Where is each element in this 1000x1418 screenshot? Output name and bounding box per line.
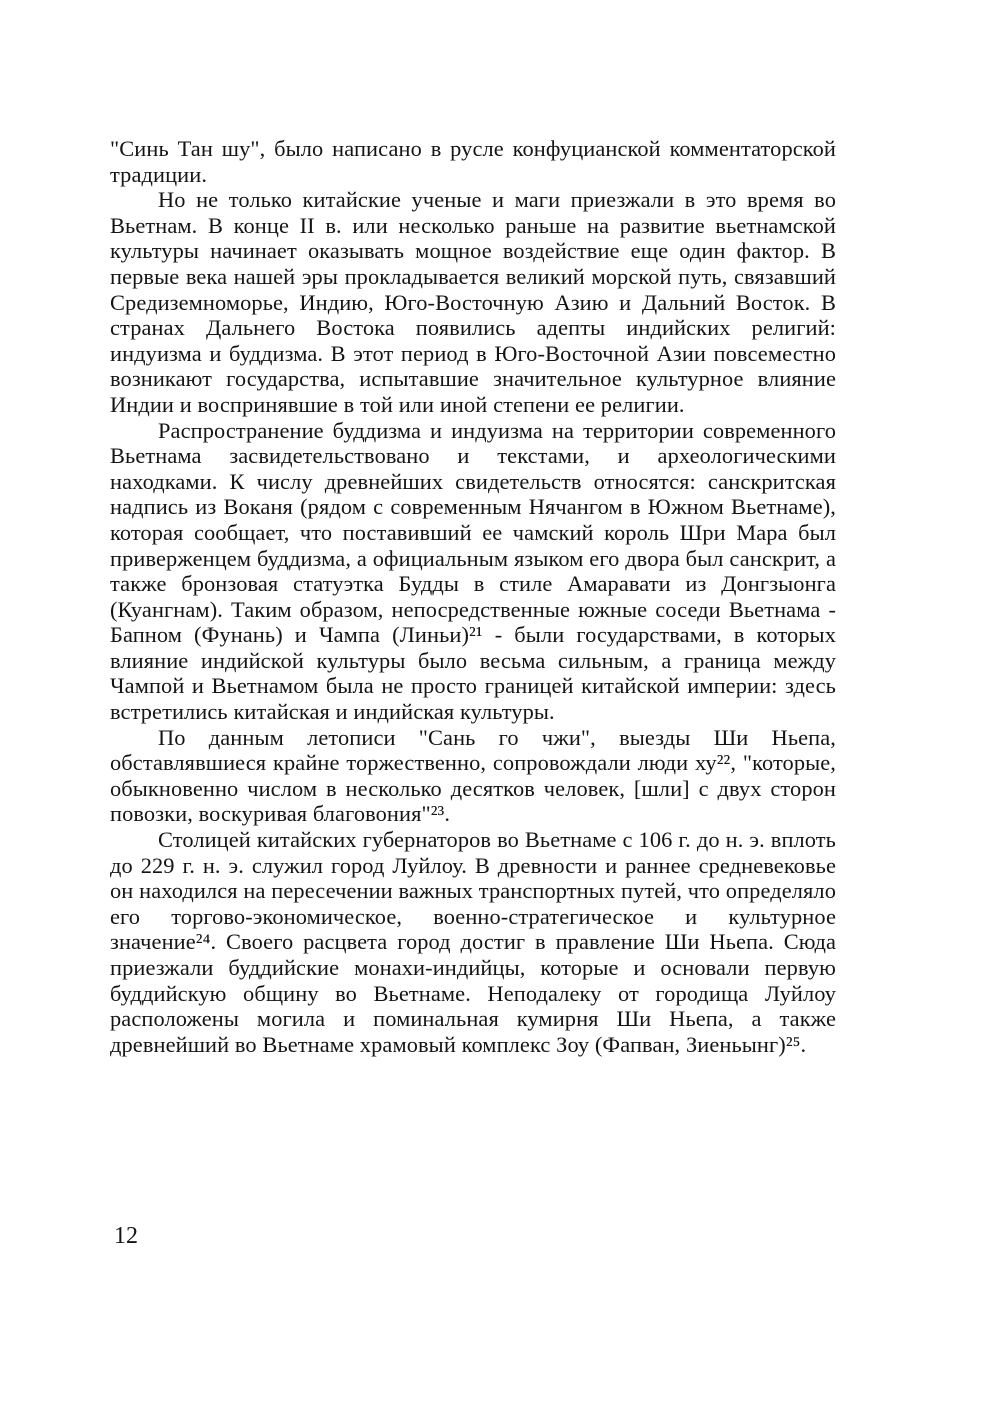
paragraph-indian-influence: Но не только китайские ученые и маги приезжали в это время во Вьетнам. В конце II в. или несколько раньше на развитие вьетнамской культуры начинает оказывать мощное воздействие еще один фактор. В первые века нашей эры прокладывается великий морской путь, связавший Средиземноморье, Индию, Юго-Восточную Азию и Дальний Восток. В странах Дальнего Востока появились адепты индийских религий: индуизма и буддизма. В этот период в Юго-Восточной Азии повсеместно возникают государства, испытавшие значительное культурное влияние Индии и воспринявшие в той или иной степени ее религии. [110, 187, 836, 417]
page-number: 12 [114, 1223, 138, 1249]
paragraph-continuation: "Синь Тан шу", было написано в русле конфуцианской комментаторской традиции. [110, 136, 836, 187]
paragraph-buddhism-spread: Распространение буддизма и индуизма на территории современного Вьетнама засвидетельствовано и текстами, и археологическими находками. К числу древнейших свидетельств относятся: санскритская надпись из Воканя (рядом с современным Нячангом в Южном Вьетнаме), которая сообщает, что поставивший ее чамский король Шри Мара был приверженцем буддизма, а официальным языком его двора был санскрит, а также бронзовая статуэтка Будды в стиле Амаравати из Донгзыонга (Куангнам). Таким образом, непосредственные южные соседи Вьетнама - Бапном (Фунань) и Чампа (Линьи)²¹ - были государствами, в которых влияние индийской культуры было весьма сильным, а граница между Чампой и Вьетнамом была не просто границей китайской империи: здесь встретились китайская и индийская культуры. [110, 417, 836, 725]
paragraph-chronicle: По данным летописи "Сань го чжи", выезды Ши Ньепа, обставлявшиеся крайне торжественно, сопровождали люди ху²², "которые, обыкновенно числом в несколько десятков человек, [шли] с двух сторон повозки, воскуривая благовония"²³. [110, 724, 836, 827]
paragraph-luilou: Столицей китайских губернаторов во Вьетнаме с 106 г. до н. э. вплоть до 229 г. н. э. служил город Луйлоу. В древности и раннее средневековье он находился на пересечении важных транспортных путей, что определяло его торгово-экономическое, военно-стратегическое и культурное значение²⁴. Своего расцвета город достиг в правление Ши Ньепа. Сюда приезжали буддийские монахи-индийцы, которые и основали первую буддийскую общину во Вьетнаме. Неподалеку от городища Луйлоу расположены могила и поминальная кумирня Ши Ньепа, а также древнейший во Вьетнаме храмовый комплекс Зоу (Фапван, Зиеньынг)²⁵. [110, 827, 836, 1057]
body-text [110, 136, 836, 1057]
